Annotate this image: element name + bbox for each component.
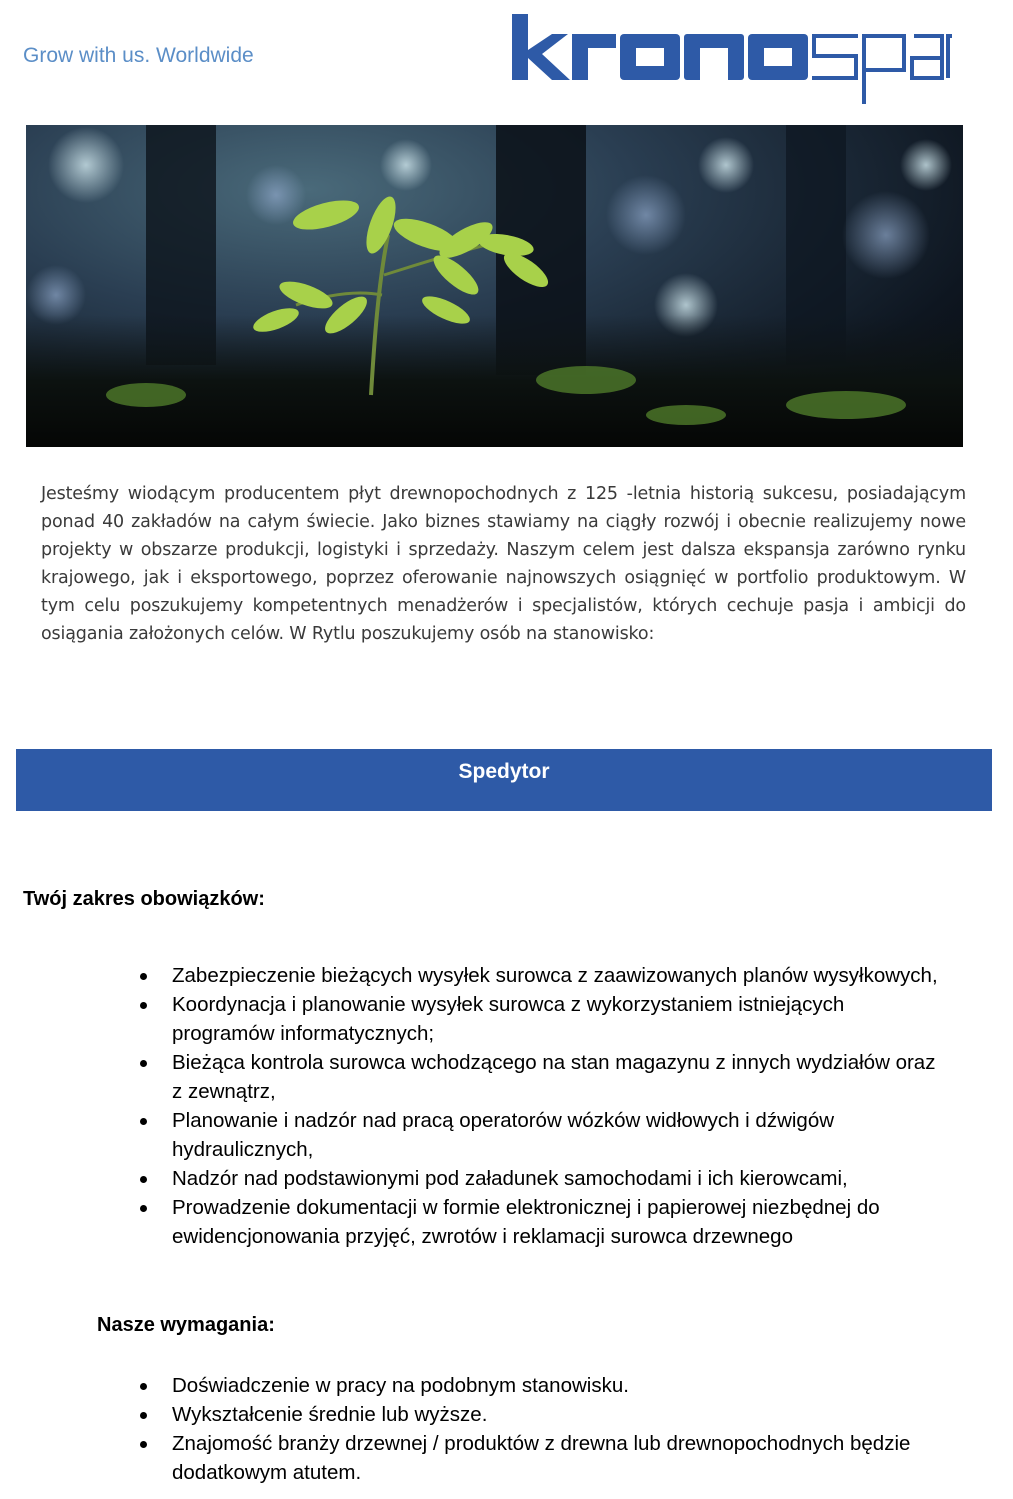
requirements-list [134, 1371, 944, 1487]
requirements-heading: Nasze wymagania: [97, 1314, 275, 1336]
position-banner [16, 749, 992, 811]
list-item: Nadzór nad podstawionymi pod załadunek samochodami i ich kierowcami, [134, 1164, 944, 1193]
kronospan-logo [512, 14, 954, 106]
list-item: Znajomość branży drzewnej / produktów z drewna lub drewnopochodnych będzie dodatkowym atutem. [134, 1429, 944, 1487]
list-item: Doświadczenie w pracy na podobnym stanowisku. [134, 1371, 944, 1400]
hero-image-seedling [26, 125, 963, 447]
list-item: Koordynacja i planowanie wysyłek surowca z wykorzystaniem istniejących programów informatycznych; [134, 990, 944, 1048]
list-item: Wykształcenie średnie lub wyższe. [134, 1400, 944, 1429]
list-item: Bieżąca kontrola surowca wchodzącego na stan magazynu z innych wydziałów oraz z zewnątrz, [134, 1048, 944, 1106]
tagline: Grow with us. Worldwide [23, 44, 254, 67]
list-item: Planowanie i nadzór nad pracą operatorów wózków widłowych i dźwigów hydraulicznych, [134, 1106, 944, 1164]
duties-heading: Twój zakres obowiązków: [23, 888, 265, 910]
duties-list [134, 961, 944, 1251]
position-title: Spedytor [458, 760, 550, 783]
list-item: Prowadzenie dokumentacji w formie elektronicznej i papierowej niezbędnej do ewidencjonowania przyjęć, zwrotów i reklamacji surowca drzewnego [134, 1193, 944, 1251]
list-item: Zabezpieczenie bieżących wysyłek surowca z zaawizowanych planów wysyłkowych, [134, 961, 944, 990]
company-intro-paragraph: Jesteśmy wiodącym producentem płyt drewnopochodnych z 125 -letnia historią sukcesu, posiadającym ponad 40 zakładów na całym świecie. Jako biznes stawiamy na ciągły rozwój i obecnie realizujemy nowe projekty w obszarze produkcji, logistyki i sprzedaży. Naszym celem jest dalsza ekspansja zarówno rynku krajowego, jak i eksportowego, poprzez oferowanie najnowszych osiągnięć w portfolio produktowym. W tym celu poszukujemy kompetentnych menadżerów i specjalistów, których cechuje pasja i ambicji do osiągania założonych celów. W Rytlu poszukujemy osób na stanowisko: [41, 484, 966, 644]
